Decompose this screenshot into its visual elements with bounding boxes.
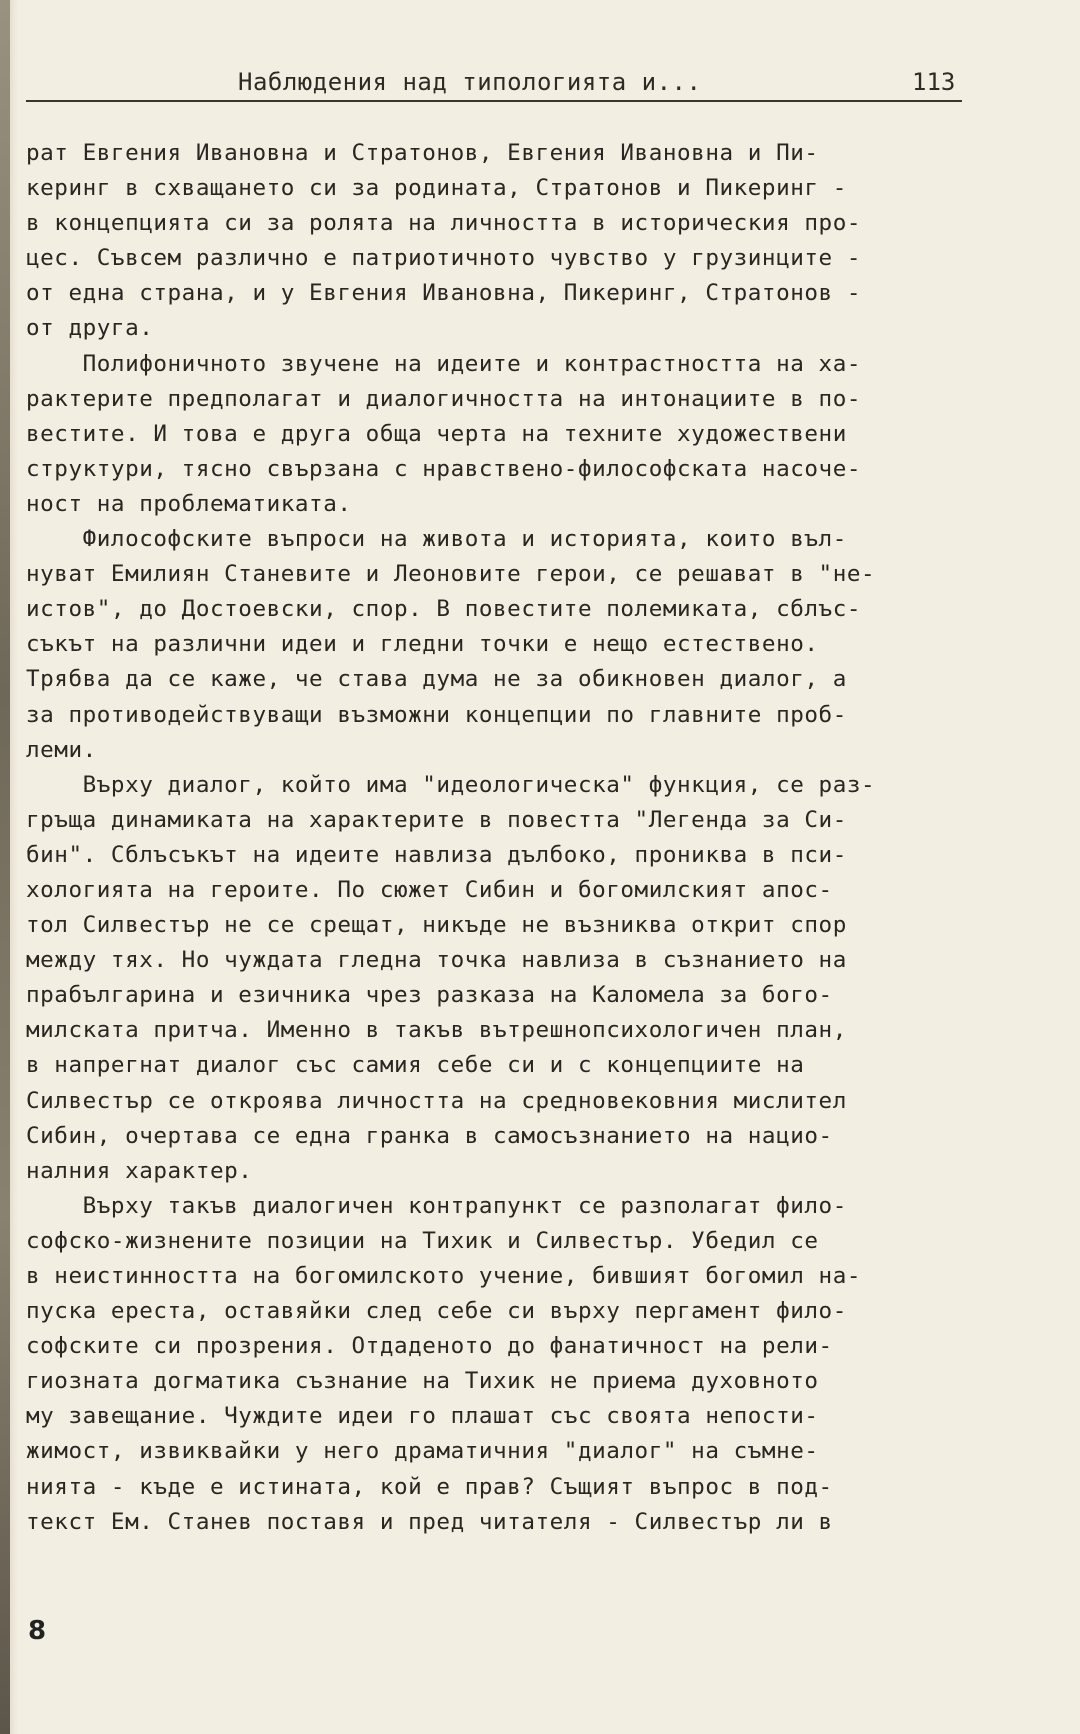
- text-line: Трябва да се каже, че става дума не за обикновен диалог, а: [26, 666, 847, 693]
- text-line: Философските въпроси на живота и историята, които въл-: [26, 526, 847, 553]
- text-line: в концепцията си за ролята на личността в историческия про-: [26, 210, 862, 237]
- text-line: бин". Сблъсъкът на идеите навлиза дълбоко, прониква в пси-: [26, 841, 847, 868]
- page-number: 113: [912, 68, 956, 96]
- text-line: в неистинността на богомилското учение, бившият богомил на-: [26, 1263, 862, 1289]
- text-line: в напрегнат диалог със самия себе си и с концепциите на: [26, 1052, 805, 1079]
- text-line: леми.: [26, 736, 97, 763]
- text-line: между тях. Но чуждата гледна точка навлиза в съзнанието на: [26, 947, 847, 974]
- text-line: тол Силвестър не се срещат, никъде не възниква открит спор: [26, 912, 847, 939]
- text-line: софско-жизнените позиции на Тихик и Силвестър. Убедил се: [26, 1227, 819, 1254]
- text-line: хологията на героите. По сюжет Сибин и богомилският апос-: [26, 876, 833, 903]
- text-line: налния характер.: [26, 1157, 253, 1184]
- text-line: милската притча. Именно в такъв вътрешнопсихологичен план,: [26, 1017, 847, 1044]
- text-line: от една страна, и у Евгения Ивановна, Пикеринг, Стратонов -: [26, 280, 862, 307]
- text-line: му завещание. Чуждите идеи го плашат със своята непости-: [26, 1403, 819, 1430]
- text-line: пуска ереста, оставяйки след себе си върху пергамент фило-: [26, 1298, 847, 1325]
- text-line: софските си прозрения. Отдаденото до фанатичност на рели-: [26, 1333, 833, 1360]
- body-text: [26, 136, 986, 1540]
- text-line: истов", до Достоевски, спор. В повестите полемиката, сблъс-: [26, 596, 862, 623]
- text-line: цес. Съвсем различно е патриотичното чувство у грузинците -: [26, 245, 862, 272]
- text-line: жимост, извиквайки у него драматичния "диалог" на съмне-: [26, 1438, 819, 1465]
- text-line: Полифоничното звучене на идеите и контрастността на ха-: [26, 350, 862, 377]
- text-line: керинг в схващането си за родината, Стратонов и Пикеринг -: [26, 175, 847, 202]
- text-line: текст Ем. Станев поставя и пред читателя - Силвестър ли в: [26, 1508, 833, 1535]
- text-line: нията - къде е истината, кой е прав? Същият въпрос в под-: [26, 1473, 833, 1500]
- text-line: вестите. И това е друга обща черта на техните художествени: [26, 420, 847, 447]
- text-line: нуват Емилиян Станевите и Леоновите герои, се решават в "не-: [26, 561, 876, 588]
- text-line: Върху такъв диалогичен контрапункт се разполагат фило-: [26, 1192, 847, 1219]
- text-line: Върху диалог, който има "идеологическа" функция, се раз-: [26, 771, 876, 798]
- text-line: гиозната догматика съзнание на Тихик не приема духовното: [26, 1368, 819, 1395]
- header-rule: [26, 100, 962, 102]
- signature-mark: 8: [28, 1616, 47, 1646]
- text-line: ност на проблематиката.: [26, 490, 352, 517]
- text-line: съкът на различни идеи и гледни точки е нещо естествено.: [26, 631, 819, 658]
- running-title: Наблюдения над типологията и...: [238, 68, 702, 96]
- text-line: гръща динамиката на характерите в повестта "Легенда за Си-: [26, 806, 847, 833]
- text-line: Сибин, очертава се една гранка в самосъзнанието на нацио-: [26, 1122, 833, 1149]
- text-line: прабългарина и езичника чрез разказа на Каломела за бого-: [26, 982, 833, 1009]
- book-spine-shadow: [0, 0, 10, 1734]
- text-line: Силвестър се откроява личността на средновековния мислител: [26, 1087, 847, 1114]
- text-line: структури, тясно свързана с нравствено-философската насоче-: [26, 455, 862, 482]
- text-line: рат Евгения Ивановна и Стратонов, Евгения Ивановна и Пи-: [26, 140, 819, 166]
- text-line: за противодействуващи възможни концепции по главните проб-: [26, 701, 847, 728]
- text-line: от друга.: [26, 315, 154, 342]
- text-line: рактерите предполагат и диалогичността на интонациите в по-: [26, 385, 862, 412]
